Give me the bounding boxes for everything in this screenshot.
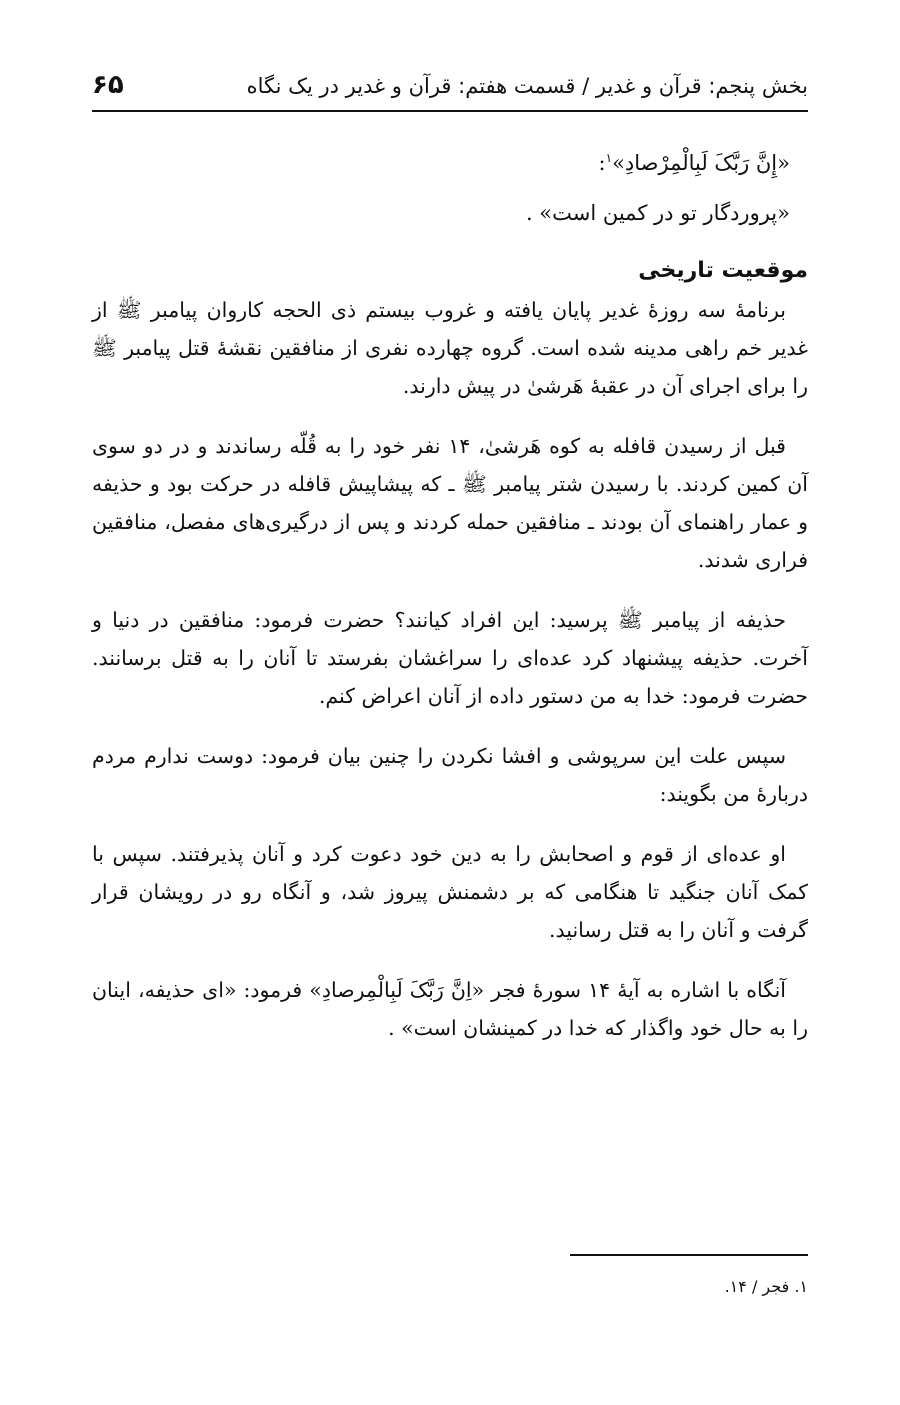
paragraph-3: حذیفه از پیامبر ﷺ پرسید: این افراد کیانند؟ حضرت فرمود: منافقین در دنیا و آخرت. حذیفه پیشنهاد کرد عده‌ای را سراغشان بفرستد تا آنان را به قتل برسانند. حضرت فرمود: خدا به من دستور داده از آنان اعراض کنم.	[92, 608, 808, 708]
verse-arabic: «إِنَّ رَبَّکَ لَبِالْمِرْصادِ»	[612, 151, 790, 175]
footnote: ۱. فجر / ۱۴.	[724, 1277, 808, 1296]
paragraph-2: قبل از رسیدن قافله به کوه هَرشیٰ، ۱۴ نفر خود را به قُلّه رساندند و در دو سوی آن کمین کردند. با رسیدن شتر پیامبر ﷺ ـ که پیشاپیش قافله در حرکت بود و حذیفه و عمار راهنمای آن بودند ـ منافقین حمله کردند و پس از درگیری‌های مفصل، منافقین فراری شدند.	[92, 434, 808, 572]
verse-translation: «پروردگار تو در کمین است» .	[525, 201, 790, 225]
page-content	[92, 140, 808, 1069]
paragraph-1: برنامهٔ سه روزهٔ غدیر پایان یافته و غروب بیستم ذی الحجه کاروان پیامبر ﷺ از غدیر خم راهی مدینه شده است. گروه چهارده نفری از منافقین نقشهٔ قتل پیامبر ﷺ را برای اجرای آن در عقبهٔ هَرشیٰ در پیش دارند.	[92, 298, 808, 398]
section-heading: موقعیت تاریخی	[638, 258, 808, 283]
footnote-mark[interactable]: ۱	[605, 151, 613, 165]
paragraph-4: سپس علت این سرپوشی و افشا نکردن را چنین بیان فرمود: دوست ندارم مردم دربارهٔ من بگویند:	[92, 744, 808, 806]
verse-punctuation: :	[598, 151, 606, 175]
quran-verse	[92, 140, 808, 181]
paragraph-5: او عده‌ای از قوم و اصحابش را به دین خود دعوت کرد و آنان پذیرفتند. سپس با کمک آنان جنگید تا هنگامی که بر دشمنش پیروز شد، و آنگاه رو در رویشان قرار گرفت و آنان را به قتل رسانید.	[92, 842, 808, 942]
paragraph-6: آنگاه با اشاره به آیهٔ ۱۴ سورهٔ فجر «اِنَّ رَبَّکَ لَبِالْمِرصادِ» فرمود: «ای حذیفه، اینان را به حال خود واگذار که خدا در کمینشان است» .	[92, 978, 808, 1040]
running-header	[92, 70, 808, 112]
header-title: بخش پنجم: قرآن و غدیر / قسمت هفتم: قرآن و غدیر در یک نگاه	[246, 74, 808, 98]
book-page	[92, 0, 808, 1405]
page-number: ۶۵	[92, 70, 124, 100]
footnote-divider	[570, 1254, 808, 1256]
